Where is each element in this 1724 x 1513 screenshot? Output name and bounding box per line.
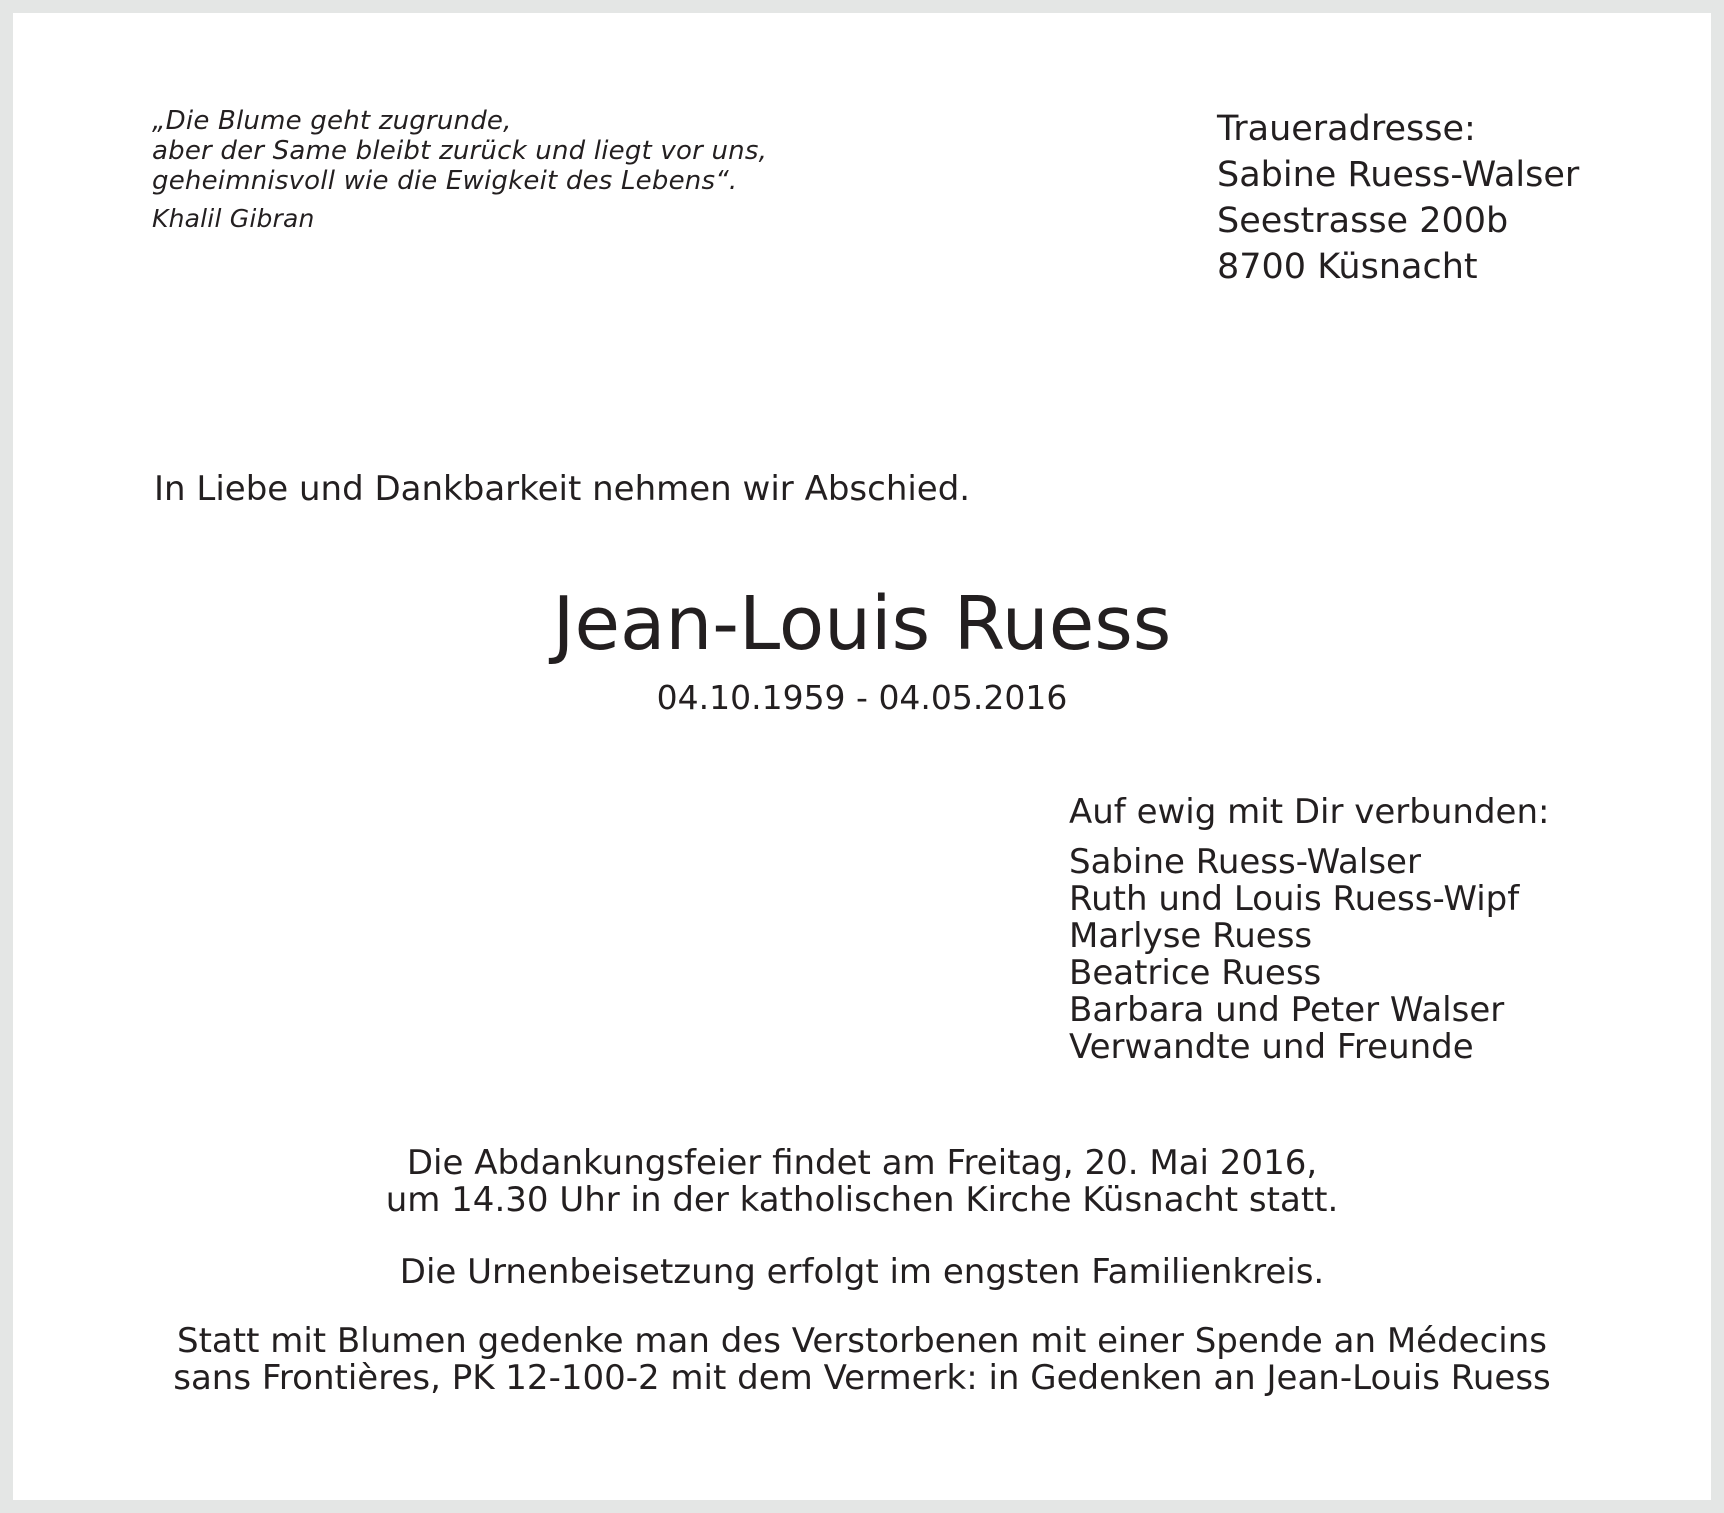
quote-line: geheimnisvoll wie die Ewigkeit des Lebens“. (152, 166, 738, 196)
mourner-name: Barbara und Peter Walser (1069, 990, 1505, 1030)
donation-line: sans Frontières, PK 12-100-2 mit dem Vermerk: in Gedenken an Jean-Louis Ruess (173, 1358, 1551, 1398)
address-name: Sabine Ruess-Walser (1217, 155, 1580, 195)
mourner-name: Marlyse Ruess (1069, 916, 1313, 956)
burial-note: Die Urnenbeisetzung erfolgt im engsten Familienkreis. (399, 1252, 1325, 1292)
quote-author: Khalil Gibran (152, 204, 315, 233)
quote-block (152, 106, 767, 234)
ceremony-line: um 14.30 Uhr in der katholischen Kirche Küsnacht statt. (385, 1180, 1339, 1220)
mourner-name: Verwandte und Freunde (1069, 1027, 1474, 1067)
intro-text: In Liebe und Dankbarkeit nehmen wir Abschied. (154, 469, 971, 509)
ceremony-line: Die Abdankungsfeier findet am Freitag, 20. Mai 2016, (406, 1143, 1318, 1183)
ceremony-info (0, 1145, 1724, 1397)
quote-line: aber der Same bleibt zurück und liegt vor uns, (152, 136, 768, 166)
mourner-name: Beatrice Ruess (1069, 953, 1322, 993)
mourner-name: Ruth und Louis Ruess-Wipf (1069, 879, 1520, 919)
life-dates: 04.10.1959 - 04.05.2016 (656, 678, 1068, 717)
address-street: Seestrasse 200b (1217, 201, 1509, 241)
deceased-name: Jean-Louis Ruess (552, 581, 1172, 667)
mourner-name: Sabine Ruess-Walser (1069, 842, 1421, 882)
quote-line: „Die Blume geht zugrunde, (152, 106, 512, 136)
mourners-heading: Auf ewig mit Dir verbunden: (1069, 792, 1550, 832)
mourning-address (1217, 106, 1579, 290)
address-city: 8700 Küsnacht (1217, 247, 1478, 287)
mourners-block (1069, 791, 1549, 1066)
address-label: Traueradresse: (1217, 109, 1476, 149)
donation-line: Statt mit Blumen gedenke man des Verstorbenen mit einer Spende an Médecins (177, 1321, 1547, 1361)
